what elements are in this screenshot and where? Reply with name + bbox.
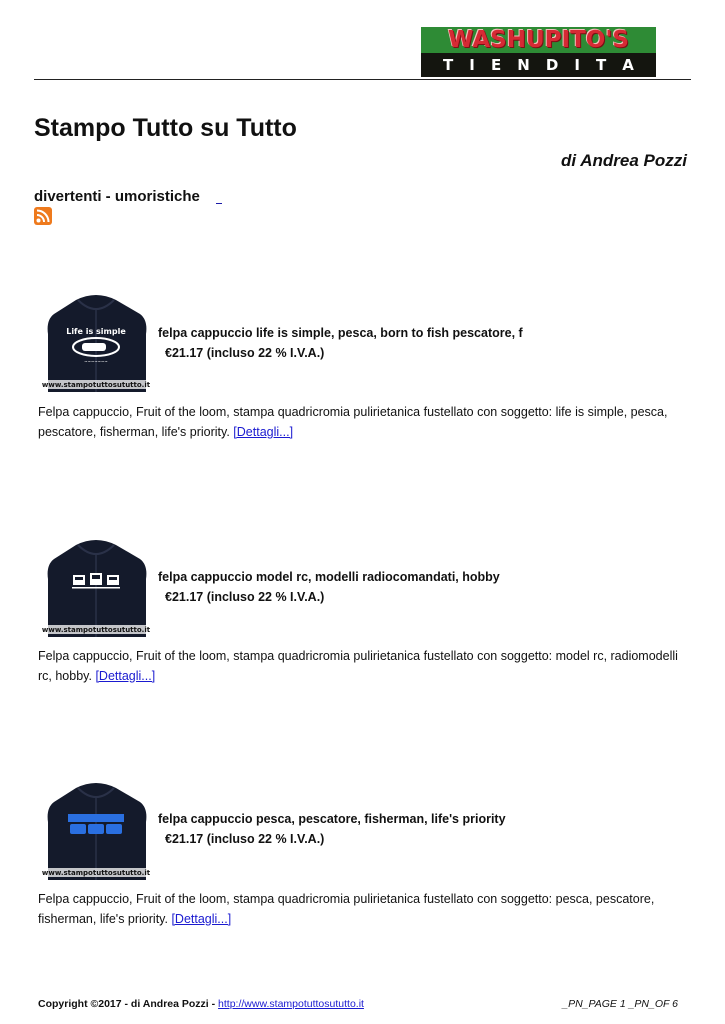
footer-copyright: Copyright ©2017 - di Andrea Pozzi - [38,998,216,1010]
product-image[interactable] [38,537,154,641]
image-watermark: www.stampotuttosututto.it [41,869,151,877]
hoodie-print-text: Life is simple [66,327,126,336]
logo-title: WASHUPITO'S [448,27,629,53]
product-description [38,646,688,686]
rss-feed-icon[interactable] [34,207,52,225]
description-text: Felpa cappuccio, Fruit of the loom, stampa quadricromia pulirietanica fustellato con soggetto: model rc, radiomodelli rc, hobby. [38,649,678,683]
category-heading: divertenti - umoristiche [34,188,200,205]
page-number: _PN_PAGE 1 _PN_OF 6 [562,998,678,1010]
product-image[interactable] [38,780,154,884]
description-text: Felpa cappuccio, Fruit of the loom, stampa quadricromia pulirietanica fustellato con soggetto: pesca, pescatore, fisherman, life's priority. [38,892,655,926]
logo-letter: T [443,56,454,74]
description-text: Felpa cappuccio, Fruit of the loom, stampa quadricromia pulirietanica fustellato con soggetto: life is simple, pesca, pescatore, fisherman, life's priority. [38,405,668,439]
logo-letter: E [490,56,502,74]
details-link[interactable]: [Dettagli...] [95,669,156,683]
image-watermark: www.stampotuttosututto.it [41,626,151,634]
author-byline: di Andrea Pozzi [561,151,687,170]
site-logo[interactable] [421,27,656,77]
product-name[interactable]: felpa cappuccio pesca, pescatore, fisherman, life's priority [158,812,506,826]
footer-url-link[interactable]: http://www.stampotuttosututto.it [218,998,364,1010]
product-name[interactable]: felpa cappuccio model rc, modelli radiocomandati, hobby [158,570,500,584]
details-link[interactable]: [Dettagli...] [233,425,294,439]
product-price: €21.17 (incluso 22 % I.V.A.) [165,346,325,360]
image-watermark: www.stampotuttosututto.it [41,381,151,389]
logo-top-band [421,27,656,53]
logo-letter: N [517,56,530,74]
product-price: €21.17 (incluso 22 % I.V.A.) [165,590,325,604]
logo-letter: I [469,56,475,74]
logo-letter: T [595,56,607,74]
logo-letter: D [545,56,559,74]
logo-bottom-band [421,53,656,77]
product-image[interactable] [38,292,154,396]
product-price: €21.17 (incluso 22 % I.V.A.) [165,832,325,846]
product-description [38,889,688,929]
product-description [38,402,688,442]
header-divider [34,79,691,80]
product-name[interactable]: felpa cappuccio life is simple, pesca, born to fish pescatore, f [158,326,523,340]
svg-text:~~~~~~~: ~~~~~~~ [84,359,108,364]
page-title: Stampo Tutto su Tutto [34,114,297,142]
logo-letter: A [622,56,634,74]
page-footer [38,998,678,1010]
details-link[interactable]: [Dettagli...] [171,912,232,926]
category-link[interactable] [216,203,222,204]
logo-letter: I [574,56,580,74]
